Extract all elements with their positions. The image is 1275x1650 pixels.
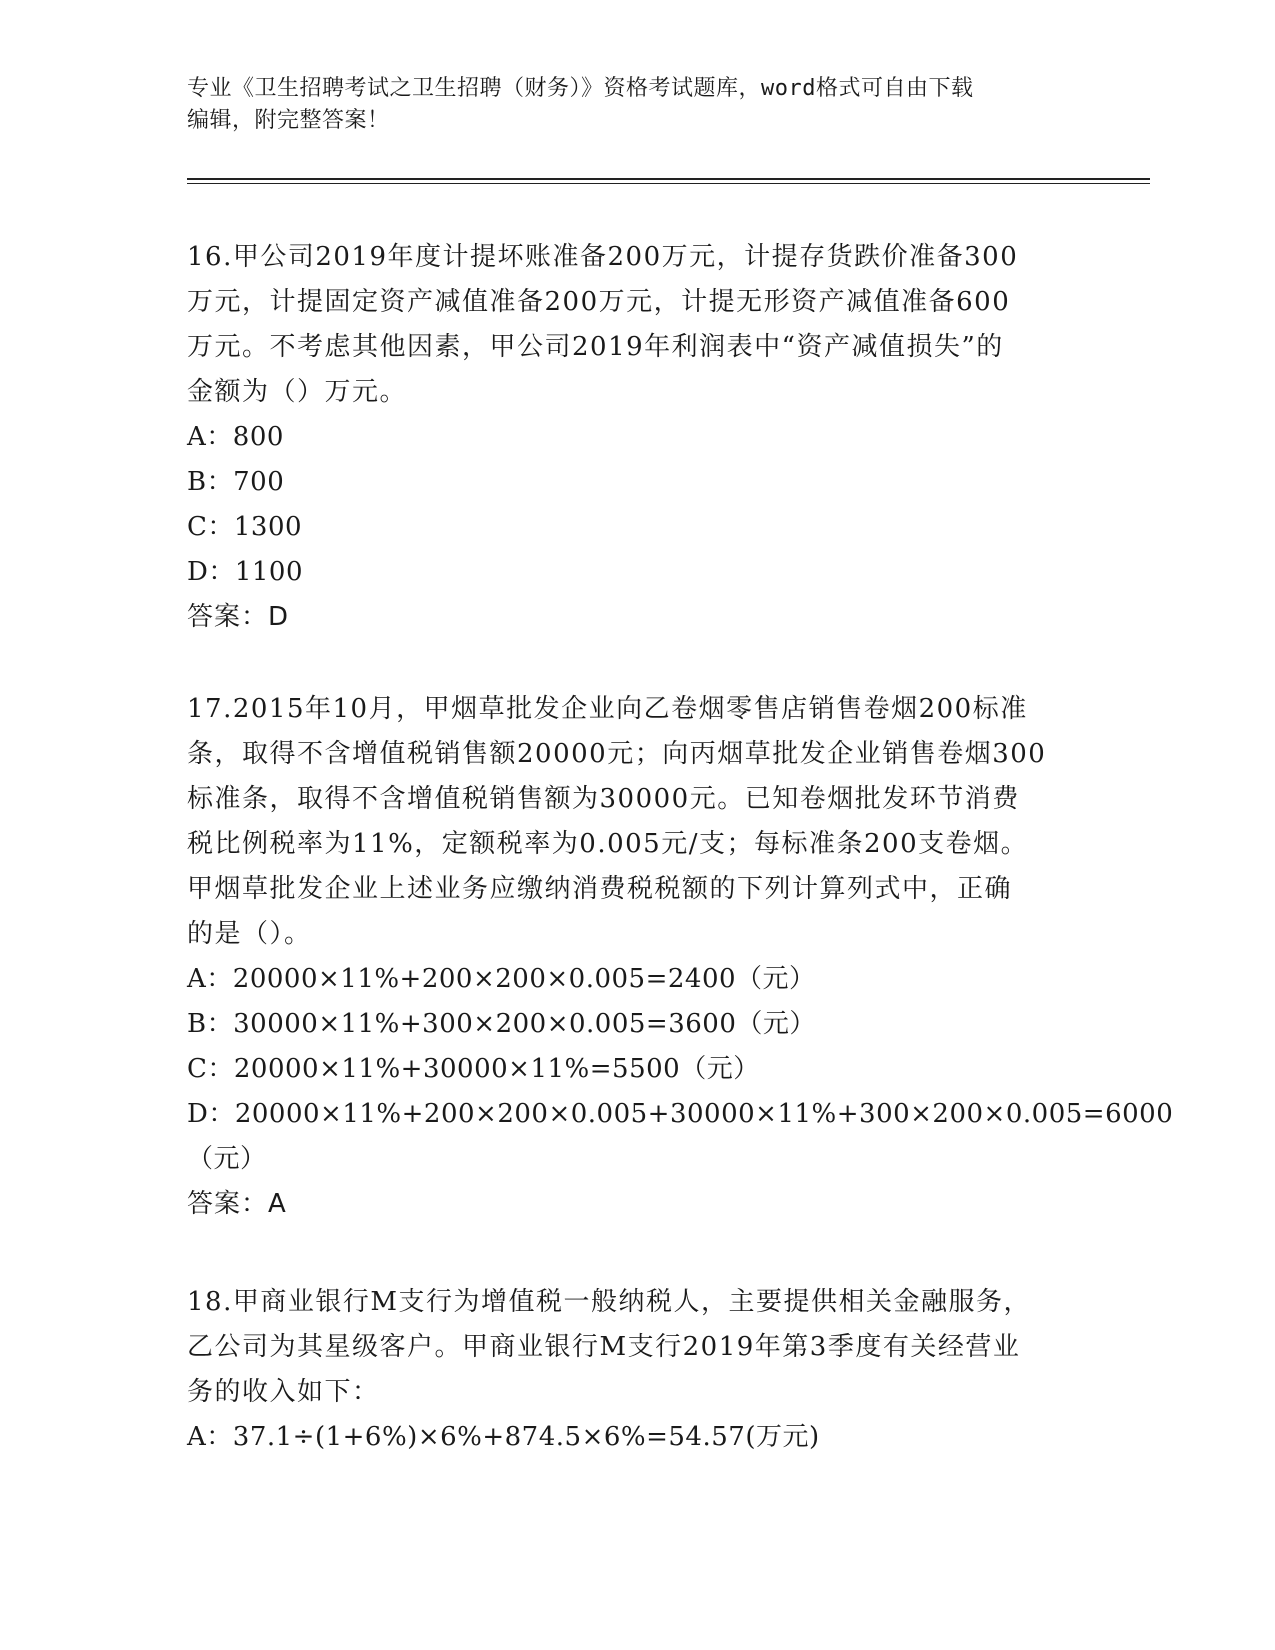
option-a: A：800	[187, 422, 284, 452]
question-stem-line: 务的收入如下：	[187, 1377, 380, 1407]
option-d: D：20000×11%+200×200×0.005+30000×11%+300×200×0.005=6000	[187, 1099, 1174, 1129]
option-d: D：1100	[187, 557, 304, 587]
document-header	[187, 73, 1087, 137]
question-stem-line: 的是（）。	[187, 919, 312, 949]
question-18	[187, 1280, 1087, 1460]
option-b: B：30000×11%+300×200×0.005=3600（元）	[187, 1009, 816, 1039]
question-stem-line: 18.甲商业银行M支行为增值税一般纳税人，主要提供相关金融服务，	[187, 1287, 1031, 1317]
question-stem-line: 17.2015年10月，甲烟草批发企业向乙卷烟零售店销售卷烟200标准	[187, 694, 1028, 724]
option-d-continued: （元）	[187, 1144, 267, 1174]
question-stem-line: 万元。不考虑其他因素，甲公司2019年利润表中“资产减值损失”的	[187, 332, 1004, 362]
question-stem-line: 税比例税率为11%，定额税率为0.005元/支；每标准条200支卷烟。	[187, 829, 1029, 859]
option-c: C：20000×11%+30000×11%=5500（元）	[187, 1054, 760, 1084]
option-a: A：37.1÷(1+6%)×6%+874.5×6%=54.57(万元)	[187, 1422, 820, 1452]
option-c: C：1300	[187, 512, 303, 542]
question-17	[187, 687, 1174, 1227]
question-stem-line: 标准条，取得不含增值税销售额为30000元。已知卷烟批发环节消费	[187, 784, 1020, 814]
question-stem-line: 甲烟草批发企业上述业务应缴纳消费税税额的下列计算列式中，正确	[187, 874, 1013, 904]
question-stem-line: 16.甲公司2019年度计提坏账准备200万元，计提存货跌价准备300	[187, 242, 1019, 272]
header-line-2: 编辑，附完整答案！	[187, 108, 390, 133]
header-divider-thick	[187, 178, 1150, 180]
header-divider-thin	[187, 183, 1150, 184]
question-16	[187, 235, 1087, 640]
question-stem-line: 万元，计提固定资产减值准备200万元，计提无形资产减值准备600	[187, 287, 1011, 317]
question-stem-line: 乙公司为其星级客户。甲商业银行M支行2019年第3季度有关经营业	[187, 1332, 1021, 1362]
header-line-1: 专业《卫生招聘考试之卫生招聘（财务）》资格考试题库，word格式可自由下载	[187, 76, 974, 101]
option-a: A：20000×11%+200×200×0.005=2400（元）	[187, 964, 816, 994]
question-stem-line: 金额为（）万元。	[187, 377, 408, 407]
answer-label: 答案：D	[187, 602, 290, 632]
option-b: B：700	[187, 467, 285, 497]
answer-label: 答案：A	[187, 1189, 287, 1219]
question-stem-line: 条，取得不含增值税销售额20000元；向丙烟草批发企业销售卷烟300	[187, 739, 1047, 769]
